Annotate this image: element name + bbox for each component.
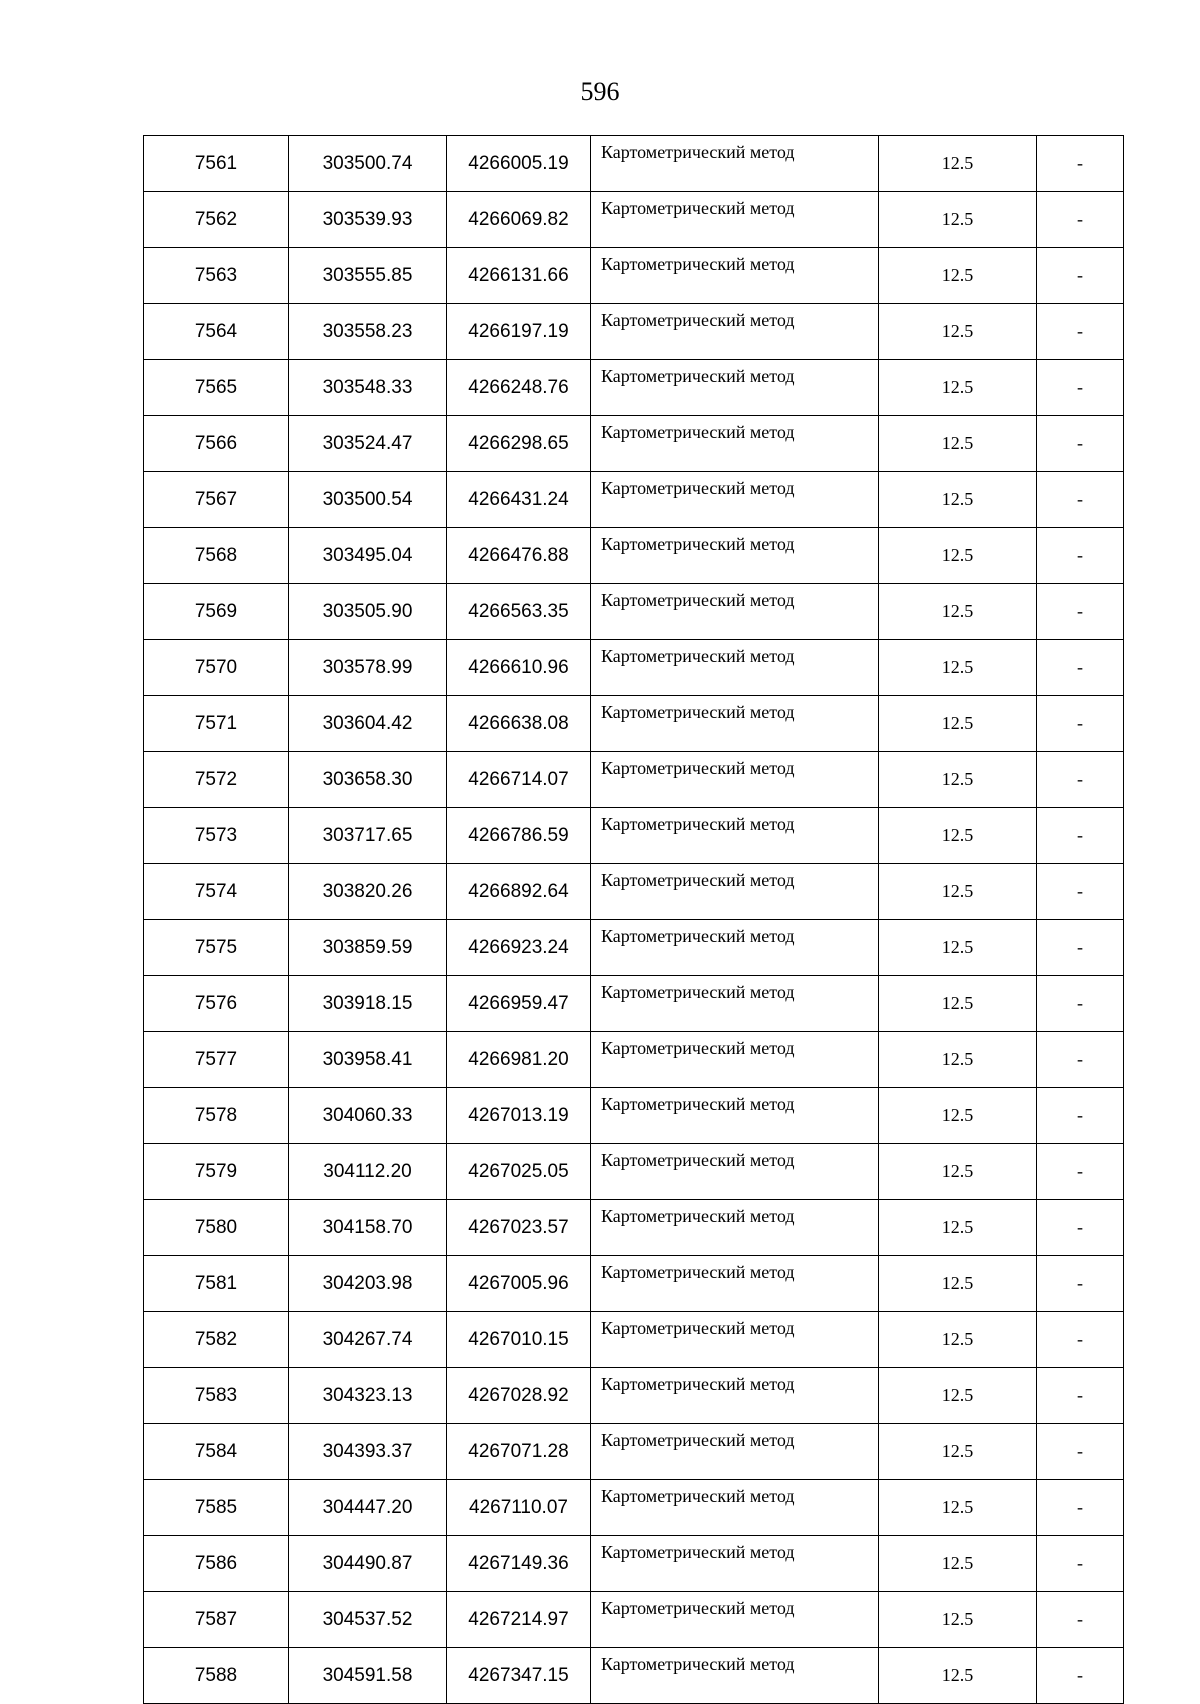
y-coordinate-cell: 4266638.08 — [447, 696, 591, 752]
note-cell: - — [1037, 360, 1124, 416]
accuracy-cell: 12.5 — [879, 808, 1037, 864]
x-coordinate-cell: 304267.74 — [289, 1312, 447, 1368]
accuracy-cell: 12.5 — [879, 1480, 1037, 1536]
y-coordinate-cell: 4266563.35 — [447, 584, 591, 640]
point-number-cell: 7564 — [144, 304, 289, 360]
x-coordinate-cell: 304158.70 — [289, 1200, 447, 1256]
method-cell: Картометрический метод — [591, 416, 879, 472]
y-coordinate-cell: 4266476.88 — [447, 528, 591, 584]
y-coordinate-cell: 4267025.05 — [447, 1144, 591, 1200]
accuracy-cell: 12.5 — [879, 1256, 1037, 1312]
accuracy-cell: 12.5 — [879, 1424, 1037, 1480]
point-number-cell: 7568 — [144, 528, 289, 584]
method-cell: Картометрический метод — [591, 920, 879, 976]
note-cell: - — [1037, 136, 1124, 192]
table-row — [144, 304, 1124, 360]
table-row — [144, 864, 1124, 920]
table-row — [144, 1536, 1124, 1592]
table-row — [144, 416, 1124, 472]
y-coordinate-cell: 4266892.64 — [447, 864, 591, 920]
method-cell: Картометрический метод — [591, 584, 879, 640]
note-cell: - — [1037, 1256, 1124, 1312]
point-number-cell: 7565 — [144, 360, 289, 416]
accuracy-cell: 12.5 — [879, 1088, 1037, 1144]
note-cell: - — [1037, 1088, 1124, 1144]
y-coordinate-cell: 4266248.76 — [447, 360, 591, 416]
accuracy-cell: 12.5 — [879, 472, 1037, 528]
y-coordinate-cell: 4266005.19 — [447, 136, 591, 192]
table-row — [144, 1032, 1124, 1088]
method-cell: Картометрический метод — [591, 248, 879, 304]
note-cell: - — [1037, 1032, 1124, 1088]
method-cell: Картометрический метод — [591, 1536, 879, 1592]
accuracy-cell: 12.5 — [879, 1312, 1037, 1368]
point-number-cell: 7583 — [144, 1368, 289, 1424]
accuracy-cell: 12.5 — [879, 136, 1037, 192]
method-cell: Картометрический метод — [591, 304, 879, 360]
accuracy-cell: 12.5 — [879, 248, 1037, 304]
x-coordinate-cell: 303658.30 — [289, 752, 447, 808]
method-cell: Картометрический метод — [591, 136, 879, 192]
y-coordinate-cell: 4266131.66 — [447, 248, 591, 304]
accuracy-cell: 12.5 — [879, 752, 1037, 808]
table-row — [144, 752, 1124, 808]
table-row — [144, 1312, 1124, 1368]
method-cell: Картометрический метод — [591, 864, 879, 920]
x-coordinate-cell: 303958.41 — [289, 1032, 447, 1088]
x-coordinate-cell: 304393.37 — [289, 1424, 447, 1480]
x-coordinate-cell: 303524.47 — [289, 416, 447, 472]
table-row — [144, 1480, 1124, 1536]
table-row — [144, 472, 1124, 528]
table-row — [144, 1144, 1124, 1200]
method-cell: Картометрический метод — [591, 640, 879, 696]
y-coordinate-cell: 4267013.19 — [447, 1088, 591, 1144]
x-coordinate-cell: 303539.93 — [289, 192, 447, 248]
note-cell: - — [1037, 640, 1124, 696]
x-coordinate-cell: 303555.85 — [289, 248, 447, 304]
point-number-cell: 7577 — [144, 1032, 289, 1088]
point-number-cell: 7580 — [144, 1200, 289, 1256]
point-number-cell: 7584 — [144, 1424, 289, 1480]
x-coordinate-cell: 304537.52 — [289, 1592, 447, 1648]
x-coordinate-cell: 303717.65 — [289, 808, 447, 864]
point-number-cell: 7561 — [144, 136, 289, 192]
accuracy-cell: 12.5 — [879, 696, 1037, 752]
accuracy-cell: 12.5 — [879, 976, 1037, 1032]
accuracy-cell: 12.5 — [879, 1032, 1037, 1088]
accuracy-cell: 12.5 — [879, 584, 1037, 640]
method-cell: Картометрический метод — [591, 1312, 879, 1368]
note-cell: - — [1037, 1368, 1124, 1424]
x-coordinate-cell: 303500.74 — [289, 136, 447, 192]
accuracy-cell: 12.5 — [879, 920, 1037, 976]
table-row — [144, 976, 1124, 1032]
accuracy-cell: 12.5 — [879, 304, 1037, 360]
table-row — [144, 1088, 1124, 1144]
note-cell: - — [1037, 248, 1124, 304]
note-cell: - — [1037, 1536, 1124, 1592]
table-row — [144, 1200, 1124, 1256]
method-cell: Картометрический метод — [591, 472, 879, 528]
point-number-cell: 7572 — [144, 752, 289, 808]
x-coordinate-cell: 303495.04 — [289, 528, 447, 584]
y-coordinate-cell: 4267010.15 — [447, 1312, 591, 1368]
method-cell: Картометрический метод — [591, 1368, 879, 1424]
accuracy-cell: 12.5 — [879, 528, 1037, 584]
x-coordinate-cell: 303820.26 — [289, 864, 447, 920]
table-row — [144, 360, 1124, 416]
point-number-cell: 7575 — [144, 920, 289, 976]
accuracy-cell: 12.5 — [879, 1368, 1037, 1424]
y-coordinate-cell: 4266786.59 — [447, 808, 591, 864]
x-coordinate-cell: 303505.90 — [289, 584, 447, 640]
method-cell: Картометрический метод — [591, 752, 879, 808]
y-coordinate-cell: 4266298.65 — [447, 416, 591, 472]
note-cell: - — [1037, 584, 1124, 640]
x-coordinate-cell: 304203.98 — [289, 1256, 447, 1312]
x-coordinate-cell: 303500.54 — [289, 472, 447, 528]
table-row — [144, 1592, 1124, 1648]
point-number-cell: 7581 — [144, 1256, 289, 1312]
point-number-cell: 7586 — [144, 1536, 289, 1592]
y-coordinate-cell: 4266431.24 — [447, 472, 591, 528]
x-coordinate-cell: 303604.42 — [289, 696, 447, 752]
accuracy-cell: 12.5 — [879, 1592, 1037, 1648]
coordinates-table — [143, 135, 1124, 1704]
y-coordinate-cell: 4267028.92 — [447, 1368, 591, 1424]
table-row — [144, 640, 1124, 696]
note-cell: - — [1037, 920, 1124, 976]
table-row — [144, 1368, 1124, 1424]
table-row — [144, 136, 1124, 192]
coordinates-table-body — [144, 136, 1124, 1704]
note-cell: - — [1037, 864, 1124, 920]
x-coordinate-cell: 303578.99 — [289, 640, 447, 696]
table-row — [144, 192, 1124, 248]
table-row — [144, 584, 1124, 640]
accuracy-cell: 12.5 — [879, 360, 1037, 416]
accuracy-cell: 12.5 — [879, 416, 1037, 472]
table-row — [144, 1256, 1124, 1312]
method-cell: Картометрический метод — [591, 1200, 879, 1256]
x-coordinate-cell: 304591.58 — [289, 1648, 447, 1704]
point-number-cell: 7563 — [144, 248, 289, 304]
point-number-cell: 7574 — [144, 864, 289, 920]
method-cell: Картометрический метод — [591, 528, 879, 584]
table-row — [144, 920, 1124, 976]
point-number-cell: 7578 — [144, 1088, 289, 1144]
x-coordinate-cell: 304447.20 — [289, 1480, 447, 1536]
method-cell: Картометрический метод — [591, 696, 879, 752]
method-cell: Картометрический метод — [591, 1424, 879, 1480]
y-coordinate-cell: 4267110.07 — [447, 1480, 591, 1536]
x-coordinate-cell: 304323.13 — [289, 1368, 447, 1424]
y-coordinate-cell: 4266981.20 — [447, 1032, 591, 1088]
method-cell: Картометрический метод — [591, 1592, 879, 1648]
method-cell: Картометрический метод — [591, 808, 879, 864]
x-coordinate-cell: 303548.33 — [289, 360, 447, 416]
table-row — [144, 528, 1124, 584]
note-cell: - — [1037, 1312, 1124, 1368]
y-coordinate-cell: 4266610.96 — [447, 640, 591, 696]
point-number-cell: 7571 — [144, 696, 289, 752]
table-row — [144, 696, 1124, 752]
note-cell: - — [1037, 696, 1124, 752]
accuracy-cell: 12.5 — [879, 192, 1037, 248]
method-cell: Картометрический метод — [591, 1144, 879, 1200]
y-coordinate-cell: 4266923.24 — [447, 920, 591, 976]
page-number: 596 — [580, 77, 620, 106]
method-cell: Картометрический метод — [591, 192, 879, 248]
table-row — [144, 1424, 1124, 1480]
x-coordinate-cell: 304112.20 — [289, 1144, 447, 1200]
accuracy-cell: 12.5 — [879, 1200, 1037, 1256]
y-coordinate-cell: 4267347.15 — [447, 1648, 591, 1704]
point-number-cell: 7587 — [144, 1592, 289, 1648]
x-coordinate-cell: 303918.15 — [289, 976, 447, 1032]
method-cell: Картометрический метод — [591, 1480, 879, 1536]
method-cell: Картометрический метод — [591, 1648, 879, 1704]
point-number-cell: 7566 — [144, 416, 289, 472]
note-cell: - — [1037, 1144, 1124, 1200]
y-coordinate-cell: 4266959.47 — [447, 976, 591, 1032]
accuracy-cell: 12.5 — [879, 864, 1037, 920]
point-number-cell: 7569 — [144, 584, 289, 640]
accuracy-cell: 12.5 — [879, 1144, 1037, 1200]
table-row — [144, 808, 1124, 864]
method-cell: Картометрический метод — [591, 1032, 879, 1088]
note-cell: - — [1037, 1648, 1124, 1704]
point-number-cell: 7588 — [144, 1648, 289, 1704]
accuracy-cell: 12.5 — [879, 640, 1037, 696]
note-cell: - — [1037, 808, 1124, 864]
note-cell: - — [1037, 1592, 1124, 1648]
table-row — [144, 248, 1124, 304]
method-cell: Картометрический метод — [591, 360, 879, 416]
note-cell: - — [1037, 416, 1124, 472]
y-coordinate-cell: 4267071.28 — [447, 1424, 591, 1480]
method-cell: Картометрический метод — [591, 1088, 879, 1144]
note-cell: - — [1037, 304, 1124, 360]
point-number-cell: 7582 — [144, 1312, 289, 1368]
y-coordinate-cell: 4267023.57 — [447, 1200, 591, 1256]
method-cell: Картометрический метод — [591, 976, 879, 1032]
y-coordinate-cell: 4267149.36 — [447, 1536, 591, 1592]
y-coordinate-cell: 4266714.07 — [447, 752, 591, 808]
x-coordinate-cell: 304490.87 — [289, 1536, 447, 1592]
x-coordinate-cell: 303859.59 — [289, 920, 447, 976]
accuracy-cell: 12.5 — [879, 1536, 1037, 1592]
y-coordinate-cell: 4266197.19 — [447, 304, 591, 360]
note-cell: - — [1037, 1200, 1124, 1256]
y-coordinate-cell: 4266069.82 — [447, 192, 591, 248]
point-number-cell: 7576 — [144, 976, 289, 1032]
point-number-cell: 7585 — [144, 1480, 289, 1536]
point-number-cell: 7573 — [144, 808, 289, 864]
note-cell: - — [1037, 1480, 1124, 1536]
point-number-cell: 7567 — [144, 472, 289, 528]
note-cell: - — [1037, 752, 1124, 808]
x-coordinate-cell: 304060.33 — [289, 1088, 447, 1144]
note-cell: - — [1037, 976, 1124, 1032]
point-number-cell: 7570 — [144, 640, 289, 696]
point-number-cell: 7579 — [144, 1144, 289, 1200]
y-coordinate-cell: 4267005.96 — [447, 1256, 591, 1312]
note-cell: - — [1037, 192, 1124, 248]
note-cell: - — [1037, 528, 1124, 584]
x-coordinate-cell: 303558.23 — [289, 304, 447, 360]
accuracy-cell: 12.5 — [879, 1648, 1037, 1704]
method-cell: Картометрический метод — [591, 1256, 879, 1312]
note-cell: - — [1037, 472, 1124, 528]
note-cell: - — [1037, 1424, 1124, 1480]
table-row — [144, 1648, 1124, 1704]
point-number-cell: 7562 — [144, 192, 289, 248]
y-coordinate-cell: 4267214.97 — [447, 1592, 591, 1648]
